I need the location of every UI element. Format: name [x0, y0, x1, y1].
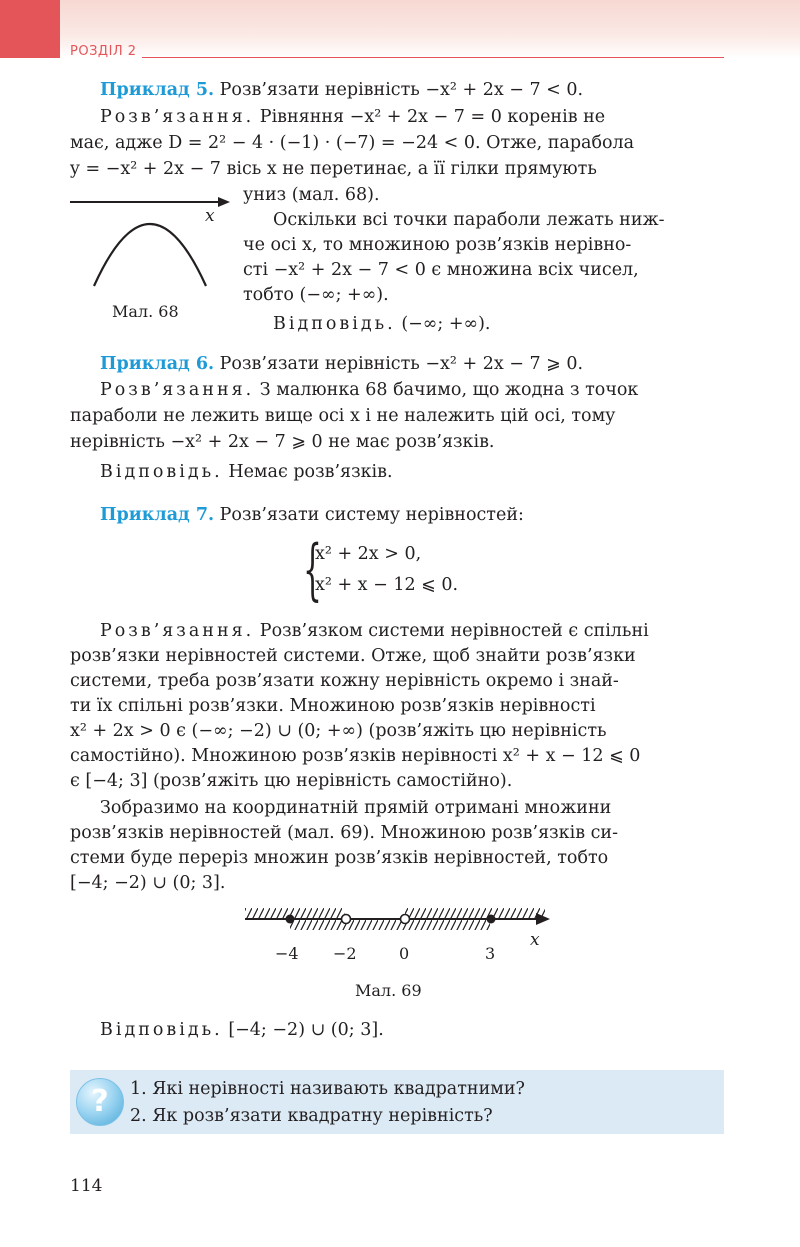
- point-minus-4: [286, 915, 295, 924]
- ex6-solution-word: Розв’язання.: [100, 380, 255, 400]
- hatch-left: [245, 908, 345, 919]
- ex5-answer-value: (−∞; +∞).: [395, 314, 491, 334]
- fig69-caption: Мал. 69: [355, 981, 422, 1000]
- ex7-l6: самостійно). Множиною розв’язків нерівності x² + x − 12 ⩽ 0: [70, 746, 641, 766]
- fig68-axis-label: x: [205, 206, 215, 226]
- ex5-solution-word: Розв’язання.: [100, 107, 255, 127]
- question-2: 2. Як розв’язати квадратну нерівність?: [130, 1106, 493, 1126]
- ex7-answer-value: [−4; −2) ∪ (0; 3].: [222, 1020, 384, 1040]
- ex5-l6: че осі x, то множиною розв’язків нерівно-: [243, 235, 632, 255]
- ex5-l8: тобто (−∞; +∞).: [243, 285, 389, 305]
- ex5-l7: сті −x² + 2x − 7 < 0 є множина всіх чисел,: [243, 260, 639, 280]
- hatch-right: [405, 908, 545, 919]
- ex5-task: Розв’язати нерівність −x² + 2x − 7 < 0.: [214, 80, 584, 100]
- ex6-task-line: [100, 352, 583, 377]
- ex6-l3: нерівність −x² + 2x − 7 ⩾ 0 не має розв’язків.: [70, 432, 495, 452]
- point-minus-2: [342, 915, 351, 924]
- fig68-arrow: [218, 197, 230, 207]
- ex5-task-line: [100, 78, 583, 103]
- ex5-lead: Приклад 5.: [100, 80, 215, 100]
- ex6-l1: З малюнка 68 бачимо, що жодна з точок: [254, 380, 639, 400]
- system-ineq-1: x² + 2x > 0,: [315, 544, 422, 564]
- ex7-l5: x² + 2x > 0 є (−∞; −2) ∪ (0; +∞) (розв’яжіть цю нерівність: [70, 721, 607, 741]
- question-1: 1. Які нерівності називають квадратними?: [130, 1079, 525, 1099]
- ex7-lead: Приклад 7.: [100, 505, 215, 525]
- ex5-l2: має, адже D = 2² − 4 · (−1) · (−7) = −24 < 0. Отже, парабола: [70, 133, 635, 153]
- ex7-l1: Розв’язком системи нерівностей є спільні: [254, 621, 649, 641]
- system-ineq-2: x² + x − 12 ⩽ 0.: [315, 575, 459, 595]
- ex6-answer-word: Відповідь.: [100, 462, 223, 482]
- ex6-line1: [100, 378, 638, 403]
- ex5-answer-word: Відповідь.: [273, 314, 396, 334]
- ex5-l5: Оскільки всі точки параболи лежать ниж-: [273, 210, 665, 230]
- ex5-line1: [100, 105, 605, 130]
- tick-label-3: 3: [485, 944, 496, 963]
- ex7-l8: Зобразимо на координатній прямій отримані множини: [100, 798, 612, 818]
- fig68-caption: Мал. 68: [112, 302, 179, 321]
- system-brace: {: [303, 531, 322, 608]
- section-label: РОЗДІЛ 2: [70, 44, 137, 59]
- tick-label-0: 0: [399, 944, 410, 963]
- ex7-task-line: [100, 503, 524, 528]
- point-3: [487, 915, 496, 924]
- fig69-axis-label: x: [530, 930, 540, 950]
- ex7-l2: розв’язки нерівностей системи. Отже, щоб знайти розв’язки: [70, 646, 636, 666]
- tick-label-minus-2: −2: [333, 944, 357, 963]
- ex5-l1: Рівняння −x² + 2x − 7 = 0 коренів не: [254, 107, 606, 127]
- ex7-line1: [100, 619, 649, 644]
- ex7-answer: [100, 1018, 384, 1043]
- ex5-l3: y = −x² + 2x − 7 вісь x не перетинає, а її гілки прямують: [70, 159, 597, 179]
- chapter-tab: [0, 0, 60, 58]
- ex6-l2: параболи не лежить вище осі x і не належить цій осі, тому: [70, 406, 616, 426]
- header-rule: [142, 57, 724, 58]
- system-of-inequalities: [303, 531, 523, 608]
- page-number: 114: [70, 1176, 103, 1196]
- question-icon: ?: [76, 1078, 124, 1126]
- ex7-l11: [−4; −2) ∪ (0; 3].: [70, 873, 226, 893]
- fig68-parabola-curve: [94, 224, 206, 286]
- ex7-l9: розв’язків нерівностей (мал. 69). Множиною розв’язків си-: [70, 823, 618, 843]
- ex7-l10: стеми буде переріз множин розв’язків нерівностей, тобто: [70, 848, 609, 868]
- ex6-lead: Приклад 6.: [100, 354, 215, 374]
- ex6-answer: [100, 460, 393, 485]
- ex5-answer: [273, 312, 490, 337]
- ex5-l4: униз (мал. 68).: [243, 185, 380, 205]
- ex7-l3: системи, треба розв’язати кожну нерівність окремо і знай-: [70, 671, 619, 691]
- tick-label-minus-4: −4: [275, 944, 299, 963]
- ex7-task: Розв’язати систему нерівностей:: [214, 505, 524, 525]
- ex7-l7: є [−4; 3] (розв’яжіть цю нерівність самостійно).: [70, 771, 513, 791]
- ex7-solution-word: Розв’язання.: [100, 621, 255, 641]
- figure-69-number-line: [240, 896, 560, 946]
- ex7-l4: ти їх спільні розв’язки. Множиною розв’язків нерівності: [70, 696, 596, 716]
- ex7-answer-word: Відповідь.: [100, 1020, 223, 1040]
- ex6-task: Розв’язати нерівність −x² + 2x − 7 ⩾ 0.: [214, 354, 584, 374]
- ex6-answer-value: Немає розв’язків.: [222, 462, 393, 482]
- point-0: [401, 915, 410, 924]
- hatch-mid: [290, 919, 490, 930]
